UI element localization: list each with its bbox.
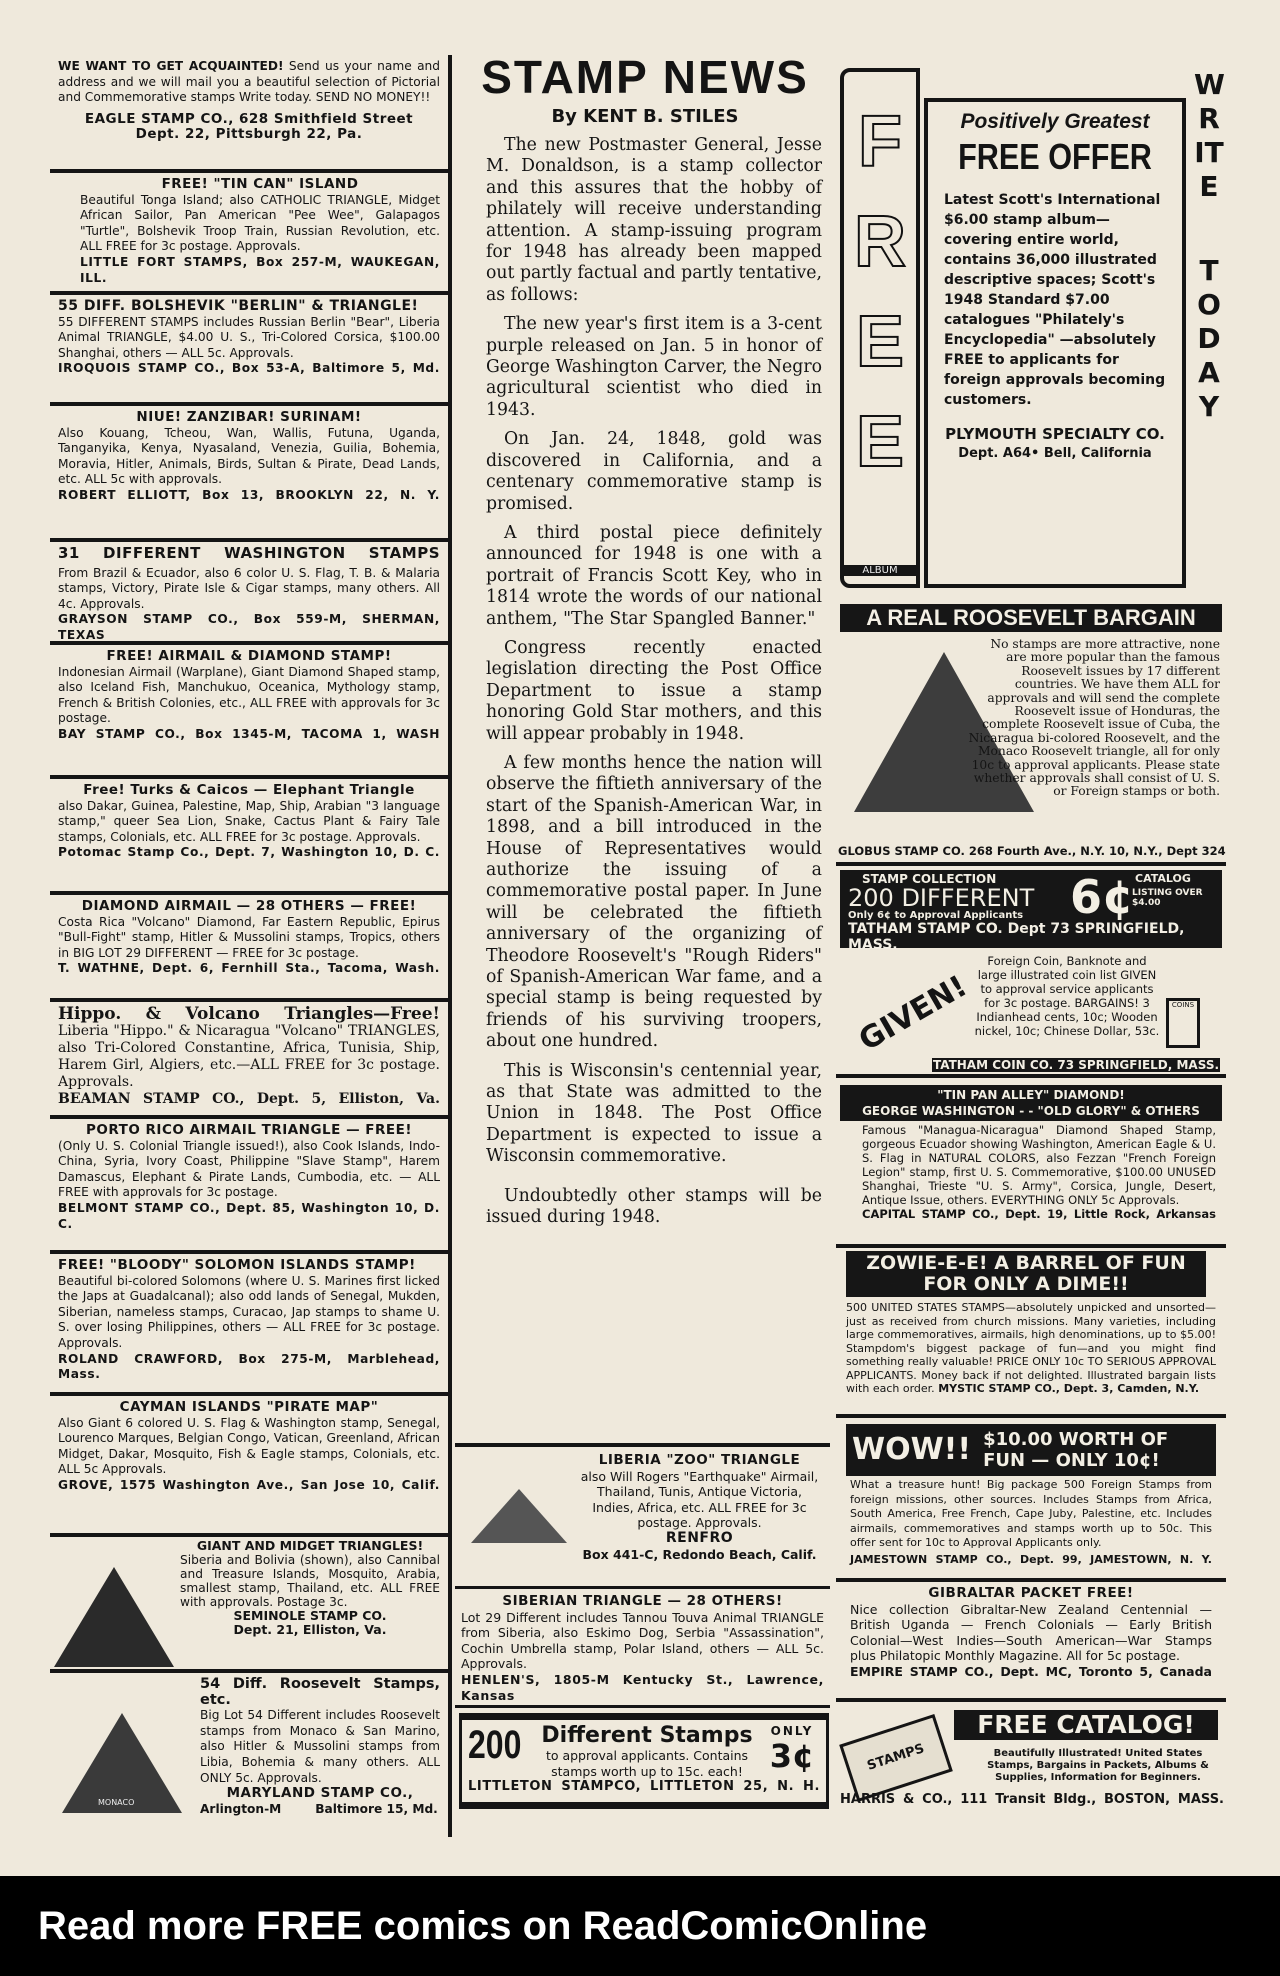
article-title: STAMP NEWS (481, 51, 809, 103)
article-paragraph: A few months hence the nation will observe the fiftieth anniversary of the start of the Spanish-American War, in 1898, and a bill introduced in the House of Representatives would authorize the issuing of a commemorative postal paper. In June will be celebrated the fiftieth anniversary of the organizing of Theodore Roosevelt's "Rough Riders" of Spanish-American War fame, and a special stamp is being requested by friends of his surviving troopers, about one hundred. (486, 752, 822, 1052)
ad-body: Foreign Coin, Banknote and large illustrated coin list GIVEN to approval service applicants for 3c postage. BARGAINS! 3 Indianhead cents, 10c; Wooden nickel, 10c; Chinese Dollar, 53c. (974, 954, 1160, 1038)
ad-address: EAGLE STAMP CO., 628 Smithfield Street (84, 110, 414, 127)
ad-eagle-stamp (50, 55, 452, 173)
article-paragraph: This is Wisconsin's centennial year, as that State was admitted to the Union in 1848. The Post Office Department is expected to issue a Wisconsin commemorative. (486, 1060, 822, 1167)
ad-address: LITTLE FORT STAMPS, Box 257-M, WAUKEGAN, ILL. (80, 254, 440, 285)
ad-potomac (50, 779, 452, 895)
ad-headline: Different Stamps (541, 1723, 753, 1748)
ad-seminole (50, 1537, 452, 1673)
ad-headline: CAYMAN ISLANDS "PIRATE MAP" (119, 1399, 379, 1415)
ad-body: 500 UNITED STATES STAMPS—absolutely unpicked and unsorted—just as received from church missions. Many varieties, including large commemoratives, airmails, high denominations, up to $5.00! Stampdom's biggest package of fun—and you might find something really valuable! PRICE ONLY 10c TO SERIOUS APPROVAL APPLICANTS. Money back if not delighted. Illustrated bargain lists with each order. (846, 1301, 1216, 1395)
ad-address: BELMONT STAMP CO., Dept. 85, Washington 10, D. C. (58, 1200, 440, 1231)
ad-headline: SIBERIAN TRIANGLE — 28 OTHERS! (502, 1593, 783, 1609)
ad-sub: Only 6¢ to Approval Applicants (848, 910, 1024, 921)
ad-address: SEMINOLE STAMP CO. (233, 1608, 387, 1623)
tatham-banner (840, 870, 1222, 953)
ad-body: Costa Rica "Volcano" Diamond, Far Eastern Republic, Epirus "Bull-Fight" stamp, Hitler & Mussolini stamps, Tropics, others in BIG LOT 29 DIFFERENT — FREE for 3c postage. (58, 914, 440, 960)
write-text: WRITE (1194, 68, 1225, 203)
ad-headline: 55 DIFF. BOLSHEVIK "BERLIN" & TRIANGLE! (58, 298, 419, 314)
ad-body: Liberia "Hippo." & Nicaragua "Volcano" TRIANGLES, also Tri-Colored Constantine, Africa, Tunisia, Ship, Harem Girl, Algiers, etc.—ALL FREE for 3c postage. Approvals. (58, 1023, 440, 1090)
ad-headline2: GEORGE WASHINGTON - - "OLD GLORY" & OTHERS (862, 1104, 1200, 1118)
ad-headline: DIAMOND AIRMAIL — 28 OTHERS — FREE! (81, 898, 417, 914)
ad-address: MARYLAND STAMP CO., (226, 1785, 414, 1802)
given-text: GIVEN! (853, 968, 974, 1059)
write-today-text (1194, 68, 1224, 424)
ad-tagline: Positively Greatest (960, 110, 1150, 133)
ad-headline: LIBERIA "ZOO" TRIANGLE (598, 1452, 801, 1468)
ad-price: 6¢ (1070, 870, 1135, 924)
ad-empire (836, 1584, 1226, 1702)
article-paragraph: The new year's first item is a 3-cent purple released on Jan. 5 in honor of George Washington Carver, the Negro agricultural scientist who died in 1943. (486, 314, 822, 420)
article-paragraph: Undoubtedly other stamps will be issued during 1948. (486, 1185, 822, 1228)
footer-text: Read more FREE comics on ReadComicOnline (38, 1904, 928, 1948)
stamps-book-icon (839, 1714, 953, 1802)
ad-address: Box 441-C, Redondo Beach, Calif. (582, 1546, 817, 1562)
ad-address: HARRIS & CO., 111 Transit Bldg., BOSTON, MASS. (840, 1792, 1224, 1807)
ad-grayson (50, 542, 452, 645)
ad-body: also Dakar, Guinea, Palestine, Map, Ship, Arabian "3 language stamp," queer Sea Lion, Snake, Cactus Plant & Fairy Tale stamps, Colonials, etc. ALL FREE for 3c postage. Approvals. (58, 798, 440, 844)
divider (455, 1443, 830, 1447)
ad-only: ONLY (770, 1724, 814, 1738)
ad-address: Potomac Stamp Co., Dept. 7, Washington 10, D. C. (58, 845, 440, 860)
ad-headline: GIANT AND MIDGET TRIANGLES! (196, 1538, 424, 1553)
ad-body: What a treasure hunt! Big package 500 Foreign Stamps from foreign missions, other sources. Includes Stamps from Africa, South America, Free French, Cape Juby, Palestine, etc. Includes airmails, commemoratives and stamps worth up to 50c. This offer sent for 10c to Approval Applicants only. (850, 1478, 1212, 1549)
ad-belmont (50, 1119, 452, 1254)
triangle-stamp-image (54, 1567, 174, 1667)
ad-headline: WE WANT TO GET ACQUAINTED! (58, 59, 284, 73)
ad-text (836, 1297, 1226, 1396)
ad-renfro (455, 1449, 830, 1589)
offer-box (924, 98, 1186, 588)
ad-headline: FREE! "BLOODY" SOLOMON ISLANDS STAMP! (58, 1257, 416, 1273)
ad-headline: GIBRALTAR PACKET FREE! (928, 1585, 1134, 1601)
ad-body: Lot 29 Different includes Tannou Touva Animal TRIANGLE from Siberia, also Eskimo Dog, Serbia "Assassination", Cochin Umbrella stamp, Polar Island, others — ALL 5c. Approvals. (461, 1609, 824, 1672)
article-byline: By KENT B. STILES (551, 106, 739, 127)
ad-address2: TATHAM COIN CO. 73 SPRINGFIELD, MASS. (932, 1058, 1220, 1072)
article-paragraph: On Jan. 24, 1848, gold was discovered in California, and a centenary commemorative stamp is promised. (486, 429, 822, 514)
roosevelt-stamp-image (62, 1713, 182, 1813)
ad-body: Indonesian Airmail (Warplane), Giant Diamond Shaped stamp, also Iceland Fish, Manchukuo, Oceanica, Mythology stamp, French & British Colonies, etc., ALL FREE with approvals for 3c postage. (58, 664, 440, 726)
ad-price: 3¢ (769, 1736, 815, 1775)
ad-body: Beautifully Illustrated! United States Stamps, Bargains in Packets, Albums & Supplies, Information for Beginners. (987, 1748, 1209, 1783)
ad-plymouth (836, 68, 1226, 596)
zoo-triangle-stamp-image (471, 1489, 567, 1543)
ad-robert-elliott (50, 406, 452, 542)
stamp-news-article (460, 50, 830, 1229)
ad-maryland (50, 1673, 452, 1837)
ad-company: RENFRO (665, 1529, 734, 1546)
ad-address: GROVE, 1575 Washington Ave., San Jose 10, Calif. (58, 1477, 440, 1492)
article-paragraph: A third postal piece definitely announced for 1948 is one with a portrait of Francis Scott Key, who in 1814 wrote the words of our national anthem, "The Star Spangled Banner." (486, 522, 822, 629)
ad-headline: FREE! "TIN CAN" ISLAND (161, 176, 359, 192)
ad-address: HENLEN'S, 1805-M Kentucky St., Lawrence, Kansas (461, 1671, 824, 1703)
footer-banner (0, 1876, 1280, 1976)
ad-address: BEAMAN STAMP CO., Dept. 5, Elliston, Va. (58, 1091, 440, 1107)
ad-jamestown (836, 1424, 1226, 1582)
ad-headline: A REAL ROOSEVELT BARGAIN (840, 604, 1222, 632)
ad-address: BAY STAMP CO., Box 1345-M, TACOMA 1, WASH (58, 726, 440, 741)
ad-henlens (455, 1590, 830, 1708)
ad-address2: Dept. 21, Elliston, Va. (233, 1622, 387, 1637)
ad-headline: 200 DIFFERENT (848, 884, 1035, 912)
capital-banner (840, 1085, 1222, 1121)
ad-headline: ZOWIE-E-E! A BARREL OF FUN FOR ONLY A DIME!! (846, 1251, 1206, 1297)
today-text: TODAY (1197, 254, 1221, 423)
ad-address: Dept. A64• Bell, California (958, 446, 1152, 461)
ad-address: GLOBUS STAMP CO. 268 Fourth Ave., N.Y. 10, N.Y., Dept 324 (838, 844, 1226, 858)
littleton-text (530, 1724, 764, 1779)
jamestown-banner (846, 1424, 1216, 1476)
ad-body: to approval applicants. Contains stamps worth up to 15c. each! (545, 1748, 749, 1779)
ad-catalog: CATALOG (1135, 872, 1191, 885)
ad-address: CAPITAL STAMP CO., Dept. 19, Little Rock, Arkansas (862, 1207, 1216, 1221)
ad-capital (836, 1085, 1226, 1248)
ad-address: GRAYSON STAMP CO., Box 559-M, SHERMAN, TEXAS (58, 612, 440, 642)
ad-intro (58, 59, 440, 106)
ad-body: Siberia and Bolivia (shown), also Cannibal and Treasure Islands, Mosquito, Arabia, smallest stamp, Thailand, etc. ALL FREE with approvals. Postage 3c. (180, 1553, 440, 1609)
ad-address: JAMESTOWN STAMP CO., Dept. 99, JAMESTOWN, N. Y. (850, 1552, 1212, 1566)
ad-body: also Will Rogers "Earthquake" Airmail, Thailand, Tunis, Antique Victoria, Indies, Africa, etc. ALL FREE for 3c postage. Approvals. (580, 1468, 819, 1531)
littleton-200: 200 (468, 1723, 522, 1767)
ad-kicker: STAMP COLLECTION (862, 872, 997, 886)
ad-headline: PORTO RICO AIRMAIL TRIANGLE — FREE! (85, 1122, 413, 1138)
ad-body: Also Kouang, Tcheou, Wan, Wallis, Futuna, Uganda, Tanganyika, Kenya, Nyasaland, Venezia, Guilia, Bohemia, Moravia, Hitler, Animals, Birds, Sultan & Pirate, Dead Lands, etc. ALL 5c with approvals. (58, 425, 440, 487)
album-free-text: FREE (854, 102, 906, 482)
ad-roland-crawford (50, 1254, 452, 1396)
ad-iroquois (50, 295, 452, 406)
ad-address: EMPIRE STAMP CO., Dept. MC, Toronto 5, Canada (850, 1663, 1212, 1679)
ad-address: ROLAND CRAWFORD, Box 275-M, Marblehead, Mass. (58, 1351, 440, 1382)
ad-address: MYSTIC STAMP CO., Dept. 3, Camden, N.Y. (938, 1382, 1200, 1395)
ad-company: PLYMOUTH SPECIALTY CO. (945, 425, 1165, 443)
ad-address: IROQUOIS STAMP CO., Box 53-A, Baltimore 5, Md. (58, 361, 440, 376)
ad-bay-stamp (50, 645, 452, 779)
ad-address: TATHAM STAMP CO. Dept 73 SPRINGFIELD, MASS. (848, 921, 1185, 953)
ad-address2: Dept. 22, Pittsburgh 22, Pa. (135, 126, 363, 143)
ad-headline: $10.00 WORTH OF FUN — ONLY 10¢! (983, 1429, 1169, 1471)
stamp-label: MONACO (98, 1798, 135, 1807)
ad-listing: LISTING OVER $4.00 (1132, 888, 1203, 908)
ad-body: Nice collection Gibraltar-New Zealand Centennial — British Uganda — French Colonials — Early British Colonial—West Indies—South American—War Stamps plus Philatopic Monthly Magazine. All for 5c postage. (850, 1601, 1212, 1663)
ad-headline: FREE OFFER (958, 136, 1152, 177)
article-paragraph: Congress recently enacted legislation directing the Post Office Department to issue a stamp honoring Gold Star mothers, and this will appear probably in 1948. (486, 637, 822, 744)
ad-headline: 31 DIFFERENT WASHINGTON STAMPS (58, 544, 440, 562)
ad-wathne (50, 895, 452, 1002)
ad-tatham (836, 870, 1226, 1078)
ad-headline: "TIN PAN ALLEY" DIAMOND! (937, 1088, 1125, 1102)
ad-headline: 54 Diff. Roosevelt Stamps, etc. (200, 1676, 440, 1708)
littleton-row (468, 1724, 820, 1779)
ad-address: T. WATHNE, Dept. 6, Fernhill Sta., Tacoma, Wash. (58, 961, 440, 976)
ad-address2: Arlington-M Baltimore 15, Md. (200, 1801, 438, 1816)
ad-body: Latest Scott's International $6.00 stamp album—covering entire world, contains 36,000 illustrated descriptive spaces; Scott's 1948 Standard $7.00 catalogues "Philately's Encyclopedia" —absolutely FREE to applicants for foreign approvals becoming customers. (944, 192, 1166, 408)
article-paragraph: The new Postmaster General, Jesse M. Donaldson, is a stamp collector and this assures that the hobby of philately will receive understanding attention. A stamp-issuing program for 1948 has already been mapped out partly factual and partly tentative, as follows: (486, 135, 822, 305)
ad-body: (Only U. S. Colonial Triangle issued!), also Cook Islands, Indo-China, Syria, Ivory Coast, Philippine "Slave Stamp", Harem Damascus, Elephant & Pirate Lands, Cumbodia, etc. — ALL FREE with approvals for 3c postage. (58, 1138, 440, 1200)
ad-body: Beautiful bi-colored Solomons (where U. S. Marines first licked the Japs at Guadalcanal); also odd lands of Senegal, Mukden, Siberian, nameless stamps, Curacao, Jap stamps to shame U. S. over losing Philippines, others — ALL FREE for 3c postage. Approvals. (58, 1273, 440, 1350)
ad-headline: FREE CATALOG! (954, 1710, 1218, 1740)
wow-text: WOW!! (852, 1431, 972, 1467)
ad-address: ROBERT ELLIOTT, Box 13, BROOKLYN 22, N. Y. (58, 487, 440, 502)
ad-body: Beautiful Tonga Island; also CATHOLIC TRIANGLE, Midget African Sailor, Pan American "Pee Wee", Galapagos "Turtle", Bolshevik Troop Train, Russian Revolution, etc. ALL FREE for 3c postage. Approvals. (80, 192, 440, 254)
ad-body: Also Giant 6 colored U. S. Flag & Washington stamp, Senegal, Lourenco Marques, Belgian Congo, Vatican, Greenland, African Midget, Dakar, Mosquito, Fish & Eagle stamps, Colonials, etc. ALL 5c Approvals. (58, 1415, 440, 1477)
album-label: ALBUM (844, 565, 916, 576)
ad-littleton (459, 1713, 829, 1809)
ad-body: Famous "Managua-Nicaragua" Diamond Shaped Stamp, gorgeous Ecuador showing Washington, American Eagle & U. S. Flag in NATURAL COLORS, also Fezzan "French Foreign Legion" stamp, first U. S. Commemorative, $100.00 UNUSED Shanghai, Trieste "U. S. Army", Corsica, Jungle, Desert, Antique Issue, others. EVERYTHING ONLY 5c Approvals. (862, 1123, 1216, 1207)
ad-beaman (50, 1002, 452, 1119)
ad-body: Send us your name and address and we will mail you a beautiful selection of Pictorial and Commemorative stamps Write today. SEND NO MONEY!! (58, 59, 440, 105)
ad-body: No stamps are more attractive, none are more popular than the famous Roosevelt issues by 17 different countries. We have them ALL for approvals and will send the complete Roosevelt issue of Honduras, the complete Roosevelt issue of Cuba, the Nicaragua bi-colored Roosevelt, and the Monaco Roosevelt triangle, all for only 10c to approval applicants. Please state whether approvals shall consist of U. S. or Foreign stamps or both. (968, 637, 1220, 799)
littleton-price-box (764, 1724, 820, 1775)
album-cover (840, 68, 920, 588)
ad-headline: Hippo. & Volcano Triangles—Free! (58, 1004, 440, 1024)
ad-headline: Free! Turks & Caicos — Elephant Triangle (83, 782, 415, 798)
ad-little-fort (50, 173, 452, 295)
ad-globus (836, 604, 1226, 866)
coin-book-icon (1166, 998, 1200, 1048)
ad-address: LITTLETON STAMPCO, LITTLETON 25, N. H. (468, 1779, 820, 1795)
ad-body: 55 DIFFERENT STAMPS includes Russian Berlin "Bear", Liberia Animal TRIANGLE, $4.00 U. S., Tri-Colored Corsica, $100.00 Shanghai, others — ALL 5c. Approvals. (58, 314, 440, 360)
ad-body: Big Lot 54 Different includes Roosevelt stamps from Monaco & San Marino, also Hitler & Mussolini stamps from Libia, Bohemia & many others. ALL ONLY 5c. Approvals. (200, 1708, 440, 1785)
ad-headline: NIUE! ZANZIBAR! SURINAM! (136, 409, 362, 425)
ad-headline: FREE! AIRMAIL & DIAMOND STAMP! (106, 648, 392, 664)
book-label: STAMPS (865, 1741, 927, 1774)
ad-mystic (836, 1251, 1226, 1418)
coin-label: COINS (1171, 1001, 1195, 1009)
ad-body: From Brazil & Ecuador, also 6 color U. S. Flag, T. B. & Malaria stamps, Victory, Pirate Isle & Cigar stamps, many others. All 4c. Approvals. (58, 565, 440, 611)
ad-grove (50, 1396, 452, 1537)
ad-harris (836, 1706, 1226, 1816)
